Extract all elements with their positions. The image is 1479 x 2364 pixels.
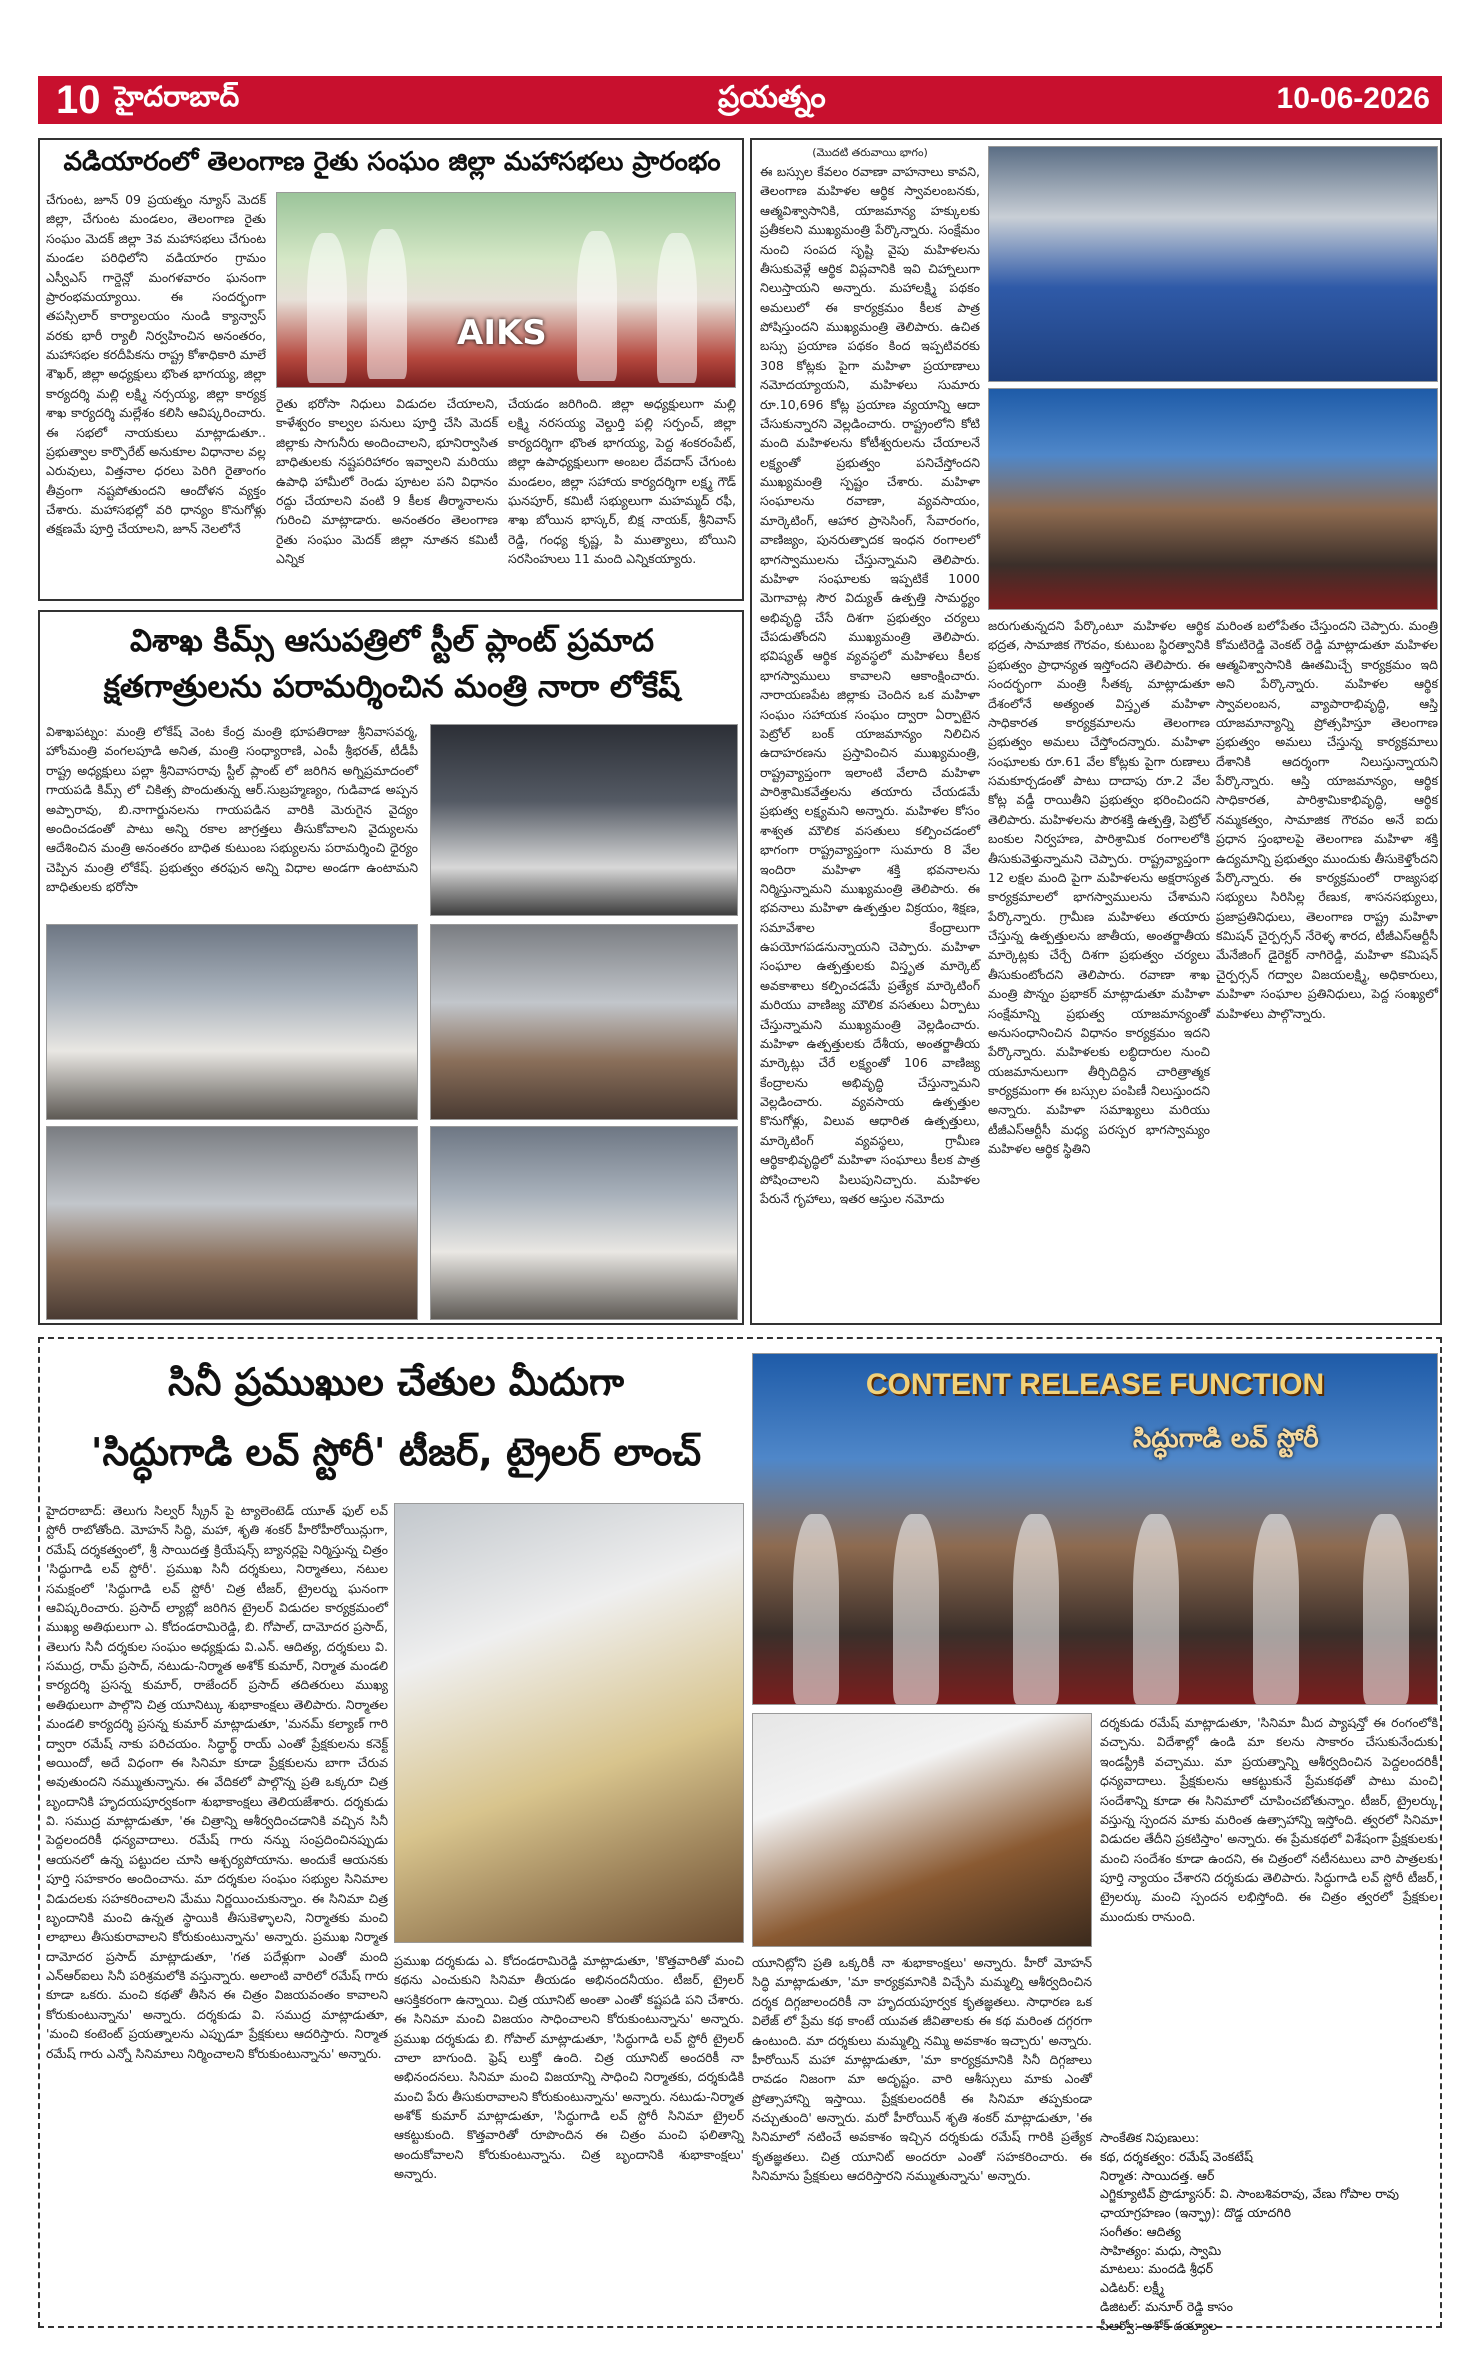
- credits-title: సాంకేతిక నిపుణులు:: [1100, 2130, 1200, 2145]
- credit-line: సాహిత్యం: మధు, స్వామి: [1100, 2242, 1222, 2258]
- person-figure: [1253, 1514, 1299, 1704]
- page-number: 10: [56, 77, 101, 122]
- story-farmers-meeting: [38, 138, 744, 601]
- couple-photo: [752, 1713, 1092, 1947]
- credit-line: ఎడిటర్: లక్ష్మీ: [1100, 2280, 1165, 2295]
- person-figure: [893, 1514, 939, 1704]
- credit-line: మాటలు: మందడి శ్రీధర్: [1100, 2261, 1213, 2277]
- section-name: హైదరాబాద్: [114, 80, 240, 113]
- film-logo: సిద్ధుగాడి లవ్ స్టోరీ: [1133, 1424, 1319, 1454]
- event-banner: CONTENT RELEASE FUNCTION: [865, 1368, 1325, 1401]
- credit-line: నిర్మాత: సాయిదత్త. ఆర్: [1100, 2167, 1215, 2183]
- hospital-photo-2: [46, 924, 418, 1120]
- hospital-photo-5: [430, 1126, 738, 1320]
- story1-body-col1: చేగుంట, జూన్ 09 ప్రయత్నం న్యూస్ మెదక్ జిల్లా, చేగుంట మండలం, తెలంగాణ రైతు సంఘం మెదక్ జిల్లా 3వ మహాసభలు చేగుంట మండల పరిధిలోని వడియారం గ్రామం ఎస్వీఎస్ గార్డెన్లో మంగళవారం ఘనంగా ప్రారంభమయ్యాయి. ఈ సందర్భంగా తపస్సిలార్ కార్యాలయం నుండి క్యాన్వాస్ వరకు భారీ ర్యాలీ నిర్వహించిన అనంతరం, మహాసభల కరదీపికను రాష్ట్ర కోశాధికారి మాలే శౌఖర్, జిల్లా అధ్యక్షులు భొంత భాగయ్య, జిల్లా కార్యదర్శి మల్లి లక్ష్మి నర్సయ్య, జిల్లా కార్యక్ర శాఖ కార్యదర్శి మల్లేశం కలిసి ఆవిష్కరించారు. ఈ సభలో నాయకులు మాట్లాడుతూ.. ప్రభుత్వాల కార్పొరేట్ అనుకూల విధానాల వల్ల ఎరువులు, విత్తనాల ధరలు పెరిగి రైతాంగం తీవ్రంగా నష్టపోతుందని ఆందోళన వ్యక్తం చేశారు. మహాసభల్లో వరి ధాన్యం కొనుగోళ్లు తక్షణమే పూర్తి చేయాలని, జూన్ నెలలోనే: [46, 192, 266, 537]
- meeting-banner-label: AIKS: [457, 313, 547, 353]
- hospital-photo-1: [430, 724, 738, 916]
- credit-line: సంగీతం: ఆదిత్య: [1100, 2223, 1181, 2239]
- story2-body: విశాఖపట్నం: మంత్రి లోకేష్ వెంట కేంద్ర మంత్రి భూపతిరాజు శ్రీనివాసవర్మ, హోంమంత్రి వంగలపూడి అనిత, మంత్రి సంధ్యారాణి, ఎంపీ శ్రీభరత్, టీడీపీ రాష్ట్ర అధ్యక్షులు పల్లా శ్రీనివాసరావు స్టీల్ ప్లాంట్ లో జరిగిన అగ్నిప్రమాదంలో గాయపడి కిమ్స్ లో చికిత్స పొందుతున్న ఆర్.సుబ్రహ్మణ్యం, గుడివాడ అప్పన అప్పారావు, బి.నాగార్జునలను గాయపడిన వారికి మెరుగైన వైద్యం అందించడంతో పాటు అన్ని రకాల జాగ్రత్తలు తీసుకోవాలని వైద్యులను ఆదేశించిన మంత్రి అనంతరం బాధిత కుటుంబ సభ్యులను పరామర్శించి ధైర్యం చెప్పిన మంత్రి లోకేష్. ప్రభుత్వం తరఫున అన్ని విధాల అండగా ఉంటామని బాధితులకు భరోసా: [46, 724, 418, 894]
- story4-body-col1: హైదరాబాద్: తెలుగు సిల్వర్ స్క్రీన్ పై ట్యాలెంటెడ్ యూత్ ఫుల్ లవ్ స్టోరీ రాబోతోంది. మోహన్ సిద్ధి, మహా, శృతి శంకర్ హీరోహీరోయిన్లుగా, రమేష్ దర్శకత్వంలో, శ్రీ సాయిదత్త క్రియేషన్స్ బ్యానర్లపై నిర్మిస్తున్న చిత్రం 'సిద్ధుగాడి లవ్ స్టోరీ'. ప్రముఖ సినీ దర్శకులు, నిర్మాతలు, నటుల సమక్షంలో 'సిద్ధుగాడి లవ్ స్టోరీ' చిత్ర టీజర్, ట్రైలర్ను ఘనంగా ఆవిష్కరించారు. ప్రసాద్ ల్యాబ్లో జరిగిన ట్రైలర్ విడుదల కార్యక్రమంలో ముఖ్య అతిథులుగా ఎ. కోదండరామిరెడ్డి, బి. గోపాల్, దామోదర ప్రసాద్, తెలుగు సినీ దర్శకుల సంఘం అధ్యక్షుడు వి.ఎన్. ఆదిత్య, దర్శకులు వి. సముద్ర, రామ్ ప్రసాద్, నటుడు-నిర్మాత అశోక్ కుమార్, నిర్మాత మండలి కార్యదర్శి ప్రసన్న కుమార్, రాజేందర్ ప్రసాద్ తదితరులు ముఖ్య అతిథులుగా పాల్గొని చిత్ర యూనిట్కు శుభాకాంక్షలు తెలిపారు. నిర్మాతల మండలి కార్యదర్శి ప్రసన్న కుమార్ మాట్లాడుతూ, 'మనమ్ కల్యాణ్ గారి ద్వారా రమేష్ నాకు పరిచయం. సిద్ధార్థ్ రాయ్ ఎంతో ప్రేక్షకులను కనెక్ట్ అయిందో, అదే విధంగా ఈ సినిమా కూడా ప్రేక్షకులను బాగా చేరువ అవుతుందని నమ్ముతున్నాను. ఈ వేదికలో పాల్గొన్న ప్రతి ఒక్కరూ చిత్ర బృందానికి హృదయపూర్వకంగా శుభాకాంక్షలు తెలియజేశారు. దర్శకుడు వి. సముద్ర మాట్లాడుతూ, 'ఈ చిత్రాన్ని ఆశీర్వదించడానికి వచ్చిన సినీ పెద్దలందరికీ ధన్యవాదాలు. రమేష్ గారు నన్ను సంప్రదించినప్పుడు ఆయనలో ఉన్న పట్టుదల చూసి ఆశ్చర్యపోయాను. అందుకే ఆయనకు పూర్తి సహకారం అందించాను. మా దర్శకుల సంఘం సభ్యుల సినిమాల విడుదలకు సహకరించాలని మేము నిర్ణయించుకున్నాం. ఈ సినిమా చిత్ర బృందానికి మంచి ఉన్నత స్థాయికి తీసుకెళ్ళాలని, నిర్మాతకు మంచి లాభాలు తీసుకురావాలని కోరుకుంటున్నాను' అన్నారు. ప్రముఖ నిర్మాత దామోదర ప్రసాద్ మాట్లాడుతూ, 'గత పదేళ్లుగా ఎంతో మంది ఎన్ఆర్ఐలు సినీ పరిశ్రమలోకి వస్తున్నారు. అలాంటి వారిలో రమేష్ గారు కూడా ఒకరు. మంచి కథతో తీసిన ఈ చిత్రం విజయవంతం కావాలని కోరుకుంటున్నాను' అన్నారు. దర్శకుడు వి. సముద్ర మాట్లాడుతూ, 'మంచి కంటెంట్ ప్రయత్నాలను ఎప్పుడూ ప్రేక్షకులు ఆదరిస్తారు. నిర్మాత రమేష్ గారు ఎన్నో సినిమాలు నిర్మించాలని కోరుకుంటున్నాను' అన్నారు.: [46, 1503, 388, 2061]
- continued-label: (మొదటి తరువాయి భాగం): [812, 146, 928, 159]
- credit-line: డిజిటల్: మనూర్ రెడ్డి కాసం: [1100, 2298, 1234, 2314]
- story1-headline[interactable]: వడియారంలో తెలంగాణ రైతు సంఘం జిల్లా మహాసభలు ప్రారంభం: [63, 147, 721, 177]
- person-figure: [1133, 1514, 1179, 1704]
- person-figure: [367, 229, 407, 379]
- story1-body-col2: రైతు భరోసా నిధులు విడుదల చేయాలని, కాళేశ్వరం కాల్వల పనులు పూర్తి చేసి మెదక్ జిల్లాకు సాగునీరు అందించాలని, భూనిర్వాసిత బాధితులకు నష్టపరిహారం ఇవ్వాలని మరియు ఉపాధి హామీలో రెండు పూటల పని విధానం రద్దు చేయాలని వంటి 9 కీలక తీర్మానాలను గురించి మాట్లాడారు. అనంతరం తెలంగాణ రైతు సంఘం మెదక్ జిల్లా నూతన కమిటీ ఎన్నిక: [276, 396, 498, 566]
- bus-interior-photo: [988, 388, 1438, 610]
- person-figure: [1013, 1514, 1059, 1704]
- credit-line: ఎగ్జిక్యూటివ్ ప్రొడ్యూసర్: వి. సాంబశివరావు, వేణు గోపాల రావు: [1100, 2186, 1400, 2202]
- story4-body-col2: ప్రముఖ దర్శకుడు ఎ. కోదండరామిరెడ్డి మాట్లాడుతూ, 'కొత్తవారితో మంచి కథను ఎంచుకుని సినిమా తీయడం అభినందనీయం. టీజర్, ట్రైలర్ ఆసక్తికరంగా ఉన్నాయి. చిత్ర యూనిట్ అంతా ఎంతో కష్టపడి పని చేశారు. ఈ సినిమా మంచి విజయం సాధించాలని కోరుకుంటున్నాను' అన్నారు. ప్రముఖ దర్శకుడు బి. గోపాల్ మాట్లాడుతూ, 'సిద్ధుగాడి లవ్ స్టోరీ ట్రైలర్ చాలా బాగుంది. ఫ్రెష్ లుక్తో ఉంది. చిత్ర యూనిట్ అందరికీ నా అభినందనలు. సినిమా మంచి విజయాన్ని సాధించి నిర్మాతకు, దర్శకుడికి మంచి పేరు తీసుకురావాలని కోరుకుంటున్నాను' అన్నారు. నటుడు-నిర్మాత అశోక్ కుమార్ మాట్లాడుతూ, 'సిద్ధుగాడి లవ్ స్టోరీ సినిమా ట్రైలర్ ఆకట్టుకుంది. కొత్తవారితో రూపొందిన ఈ చిత్రం మంచి ఫలితాన్ని అందుకోవాలని కోరుకుంటున్నాను. చిత్ర బృందానికి శుభాకాంక్షలు' అన్నారు.: [394, 1953, 744, 2182]
- story1-body-col3: చేయడం జరిగింది. జిల్లా అధ్యక్షులుగా మల్లి లక్ష్మి నరసయ్య వెల్దుర్తి పల్లి సర్పంచ్, జిల్లా కార్యదర్శిగా భొంత భాగయ్య, పెద్ద శంకరంపేట్, జిల్లా ఉపాధ్యక్షులుగా అంబల దేవదాస్ చేగుంట మండలం, జిల్లా సహాయ కార్యదర్శిగా లక్ష్మ గౌడ్ ఘనపూర్, కమిటీ సభ్యులుగా మహమ్మద్ రఫీ, శాఖ బోయిన భాస్కర్, బిక్ష నాయక్, శ్రీనివాస్ రెడ్డి, గంధ్య కృష్ణ, పి ముత్యాలు, బోయిని సరసింహులు 11 మంది ఎన్నికయ్యారు.: [508, 396, 736, 566]
- story2-headline-line1[interactable]: విశాఖ కిమ్స్ ఆసుపత్రిలో స్టీల్ ప్లాంట్ ప్రమాద: [129, 623, 655, 659]
- lead-pair-photo: [394, 1503, 744, 1943]
- person-figure: [577, 231, 617, 381]
- story2-headline-line2[interactable]: క్షతగాత్రులను పరామర్శించిన మంత్రి నారా లోకేష్: [103, 669, 681, 705]
- person-figure: [793, 1514, 839, 1704]
- story-steel-plant: [38, 610, 744, 1325]
- person-figure: [657, 233, 697, 383]
- story4-body-col3: యూనిట్లోని ప్రతి ఒక్కరికీ నా శుభాకాంక్షలు' అన్నారు. హీరో మోహన్ సిద్ధి మాట్లాడుతూ, 'మా కార్యక్రమానికి విచ్చేసి మమ్మల్ని ఆశీర్వదించిన దర్శక దిగ్గజాలందరికీ నా హృదయపూర్వక కృతజ్ఞతలు. సాధారణ ఒక విలేజ్ లో ప్రేమ కథ కాంటే యువత జీవితాలకు ఈ కథ మరింత దగ్గరగా ఉంటుంది. మా దర్శకులు మమ్మల్ని నమ్మి అవకాశం ఇచ్చారు' అన్నారు. హీరోయిన్ మహా మాట్లాడుతూ, 'మా కార్యక్రమానికి సినీ దిగ్గజాలు రావడం నిజంగా మా అదృష్టం. వారి ఆశీస్సులు మాకు ఎంతో ప్రోత్సాహాన్ని ఇస్తాయి. ప్రేక్షకులందరికీ ఈ సినిమా తప్పకుండా నచ్చుతుంది' అన్నారు. మరో హీరోయిన్ శృతి శంకర్ మాట్లాడుతూ, 'ఈ సినిమాలో నటించే అవకాశం ఇచ్చిన దర్శకుడు రమేష్ గారికి ప్రత్యేక కృతజ్ఞతలు. చిత్ర యూనిట్ అందరూ ఎంతో సహకరించారు. ఈ సినిమాను ప్రేక్షకులు ఆదరిస్తారని నమ్ముతున్నాను' అన్నారు.: [752, 1955, 1092, 2184]
- meeting-photo: [276, 192, 736, 388]
- person-figure: [307, 233, 347, 383]
- story4-headline-line2[interactable]: 'సిద్ధుగాడి లవ్ స్టోరీ' టీజర్, ట్రైలర్ లాంచ్: [90, 1430, 702, 1474]
- hospital-photo-4: [46, 1126, 418, 1320]
- hospital-photo-3: [430, 924, 738, 1120]
- story3-body-col1: ఈ బస్సుల కేవలం రవాణా వాహనాలు కావని, తెలంగాణ మహిళల ఆర్థిక స్వావలంబనకు, ఆత్మవిశ్వాసానికి, యాజమాన్య హక్కులకు ప్రతీకలని ముఖ్యమంత్రి పేర్కొన్నారు. సంక్షేమం నుంచి సంపద సృష్టి వైపు మహిళలను తీసుకువెళ్లే ఆర్థిక విప్లవానికి ఇవి చిహ్నాలుగా నిలుస్తాయని అన్నారు. మహాలక్ష్మి పథకం అమలులో ఈ కార్యక్రమం కీలక పాత్ర పోషిస్తుందని ముఖ్యమంత్రి తెలిపారు. ఉచిత బస్సు ప్రయాణ పథకం కింద ఇప్పటివరకు 308 కోట్లకు పైగా మహిళా ప్రయాణాలు నమోదయ్యాయని, మహిళలు సుమారు రూ.10,696 కోట్ల ప్రయాణ వ్యయాన్ని ఆదా చేసుకున్నారని వెల్లడించారు. రాష్ట్రంలోని కోటి మంది మహిళలను కోటీశ్వరులను చేయాలనే లక్ష్యంతో ప్రభుత్వం పనిచేస్తోందని ముఖ్యమంత్రి స్పష్టం చేశారు. మహిళా సంఘాలను రవాణా, వ్యవసాయం, మార్కెటింగ్, ఆహార ప్రాసెసింగ్, సేవారంగం, వాణిజ్యం, పునరుత్పాదక ఇంధన రంగాలలో భాగస్వాములను చేస్తున్నామని తెలిపారు. మహిళా సంఘాలకు ఇప్పటికే 1000 మెగావాట్ల సౌర విద్యుత్ ఉత్పత్తి సామర్థ్యం అభివృద్ధి చేసే దిశగా ప్రభుత్వం చర్యలు చేపడుతోందని ముఖ్యమంత్రి తెలిపారు. భవిష్యత్ ఆర్థిక వ్యవస్థలో మహిళలు కీలక భాగస్వాములు కావాలని ఆకాంక్షించారు. నారాయణపేట జిల్లాకు చెందిన ఒక మహిళా సంఘం సహాయక సంఘం ద్వారా ఏర్పాటైన పెట్రోల్ బంక్ యాజమాన్యం నిలిచిన ఉదాహరణను ప్రస్తావించిన ముఖ్యమంత్రి, రాష్ట్రవ్యాప్తంగా ఇలాంటి వేలాది మహిళా పారిశ్రామికవేత్తలను తయారు చేయడమే ప్రభుత్వ లక్ష్యమని అన్నారు. మహిళల కోసం శాశ్వత మౌలిక వసతులు కల్పించడంలో భాగంగా రాష్ట్రవ్యాప్తంగా సుమారు 8 వేల ఇందిరా మహిళా శక్తి భవనాలను నిర్మిస్తున్నామని ముఖ్యమంత్రి తెలిపారు. ఈ భవనాలు మహిళా ఉత్పత్తుల విక్రయం, శిక్షణ, సమావేశాల కేంద్రాలుగా ఉపయోగపడనున్నాయని చెప్పారు. మహిళా సంఘాల ఉత్పత్తులకు విస్తృత మార్కెట్ అవకాశాలు కల్పించడమే ప్రత్యేక మార్కెటింగ్ మరియు వాణిజ్య మౌలిక వసతులు ఏర్పాటు చేస్తున్నామని ముఖ్యమంత్రి వెల్లడించారు. మహిళా ఉత్పత్తులకు దేశీయ, అంతర్జాతీయ మార్కెట్లు చేరే లక్ష్యంతో 106 వాణిజ్య కేంద్రాలను అభివృద్ధి చేస్తున్నామని వెల్లడించారు. వ్యవసాయ ఉత్పత్తుల కొనుగోళ్లు, విలువ ఆధారిత ఉత్పత్తులు, మార్కెటింగ్ వ్యవస్థలు, గ్రామీణ ఆర్థికాభివృద్ధిలో మహిళా సంఘాలు కీలక పాత్ర పోషించాలని పిలుపునిచ్చారు. మహిళల పేరునే గృహాలు, ఇతర ఆస్తుల నమోదు: [760, 164, 980, 1206]
- story4-body-col4: దర్శకుడు రమేష్ మాట్లాడుతూ, 'సినిమా మీద ప్యాషన్తో ఈ రంగంలోకి వచ్చాను. విదేశాల్లో ఉండి మా కలను సాకారం చేసుకునేందుకు ఇండస్ట్రీకి వచ్చాము. మా ప్రయత్నాన్ని ఆశీర్వదించిన పెద్దలందరికీ ధన్యవాదాలు. ప్రేక్షకులను ఆకట్టుకునే ప్రేమకథతో పాటు మంచి సందేశాన్ని కూడా ఈ సినిమాలో చూపించబోతున్నాం. టీజర్, ట్రైలర్కు వస్తున్న స్పందన మాకు మరింత ఉత్సాహాన్ని ఇస్తోంది. త్వరలో సినిమా విడుదల తేదీని ప్రకటిస్తాం' అన్నారు. ఈ ప్రేమకథలో విశేషంగా ప్రేక్షకులకు మంచి సందేశం కూడా ఉందని, ఈ చిత్రంలో నటీనటులు వారి పాత్రలకు పూర్తి న్యాయం చేశారని దర్శకుడు తెలిపారు. సిద్ధుగాడి లవ్ స్టోరీ టీజర్, ట్రైలర్కు మంచి స్పందన లభిస్తోంది. ఈ చిత్రం త్వరలో ప్రేక్షకుల ముందుకు రానుంది.: [1100, 1715, 1438, 1924]
- masthead: ప్రయత్నం: [718, 80, 826, 115]
- issue-date: 10-06-2026: [1276, 82, 1430, 115]
- story-film-launch: [38, 1337, 1442, 2333]
- story3-body-col3: మరింత బలోపేతం చేస్తుందని చెప్పారు. మంత్రి కోమటిరెడ్డి వెంకట్ రెడ్డి మాట్లాడుతూ మహిళల ఆత్మవిశ్వాసానికి ఊతమిచ్చే కార్యక్రమం ఇది అని పేర్కొన్నారు. మహిళల ఆర్థిక స్వావలంబన, వ్యాపారాభివృద్ధి, ఆస్తి యాజమాన్యాన్ని ప్రోత్సహిస్తూ తెలంగాణ ప్రభుత్వం అమలు చేస్తున్న కార్యక్రమాలు దేశానికి ఆదర్శంగా నిలుస్తున్నాయని పేర్కొన్నారు. ఆస్తి యాజమాన్యం, ఆర్థిక సాధికారత, పారిశ్రామికాభివృద్ధి, ఆర్థిక నమ్మకత్వం, సామాజిక గౌరవం అనే ఐదు ప్రధాన స్తంభాలపై తెలంగాణ మహిళా శక్తి ఉద్యమాన్ని ప్రభుత్వం ముందుకు తీసుకెళ్తోందని పేర్కొన్నారు. ఈ కార్యక్రమంలో రాజ్యసభ సభ్యులు సిరిసిల్ల రేణుక, శాసనసభ్యులు, ప్రజాప్రతినిధులు, తెలంగాణ రాష్ట్ర మహిళా కమిషన్ చైర్పర్సన్ నేరెళ్ళ శారద, టీజీఎస్ఆర్టీసీ మేనేజింగ్ డైరెక్టర్ నాగిరెడ్డి, మహిళా కమిషన్ చైర్పర్సన్ గద్వాల విజయలక్ష్మి, అధికారులు, మహిళా సంఘాల ప్రతినిధులు, పెద్ద సంఖ్యలో మహిళలు పాల్గొన్నారు.: [1216, 618, 1438, 1021]
- release-event-photo: [752, 1353, 1438, 1705]
- person-figure: [1363, 1514, 1409, 1704]
- credit-line: పీఆర్వో: అశోక్ దయ్యాల: [1100, 2317, 1218, 2333]
- credits-block: [1100, 2129, 1438, 2333]
- credit-line: ఛాయాగ్రహణం (ఇన్ఫ్రా): దొడ్డ యాదగిరి: [1100, 2205, 1291, 2220]
- page-header: [38, 76, 1442, 124]
- bus-handover-photo: [988, 146, 1438, 382]
- story4-headline-line1[interactable]: సినీ ప్రముఖుల చేతుల మీదుగా: [168, 1360, 624, 1404]
- story-women-buses: [750, 138, 1442, 1325]
- credit-line: కథ, దర్శకత్వం: రమేష్ వెంకటేష్: [1100, 2148, 1253, 2164]
- story3-body-col2: జరుగుతున్నదని పేర్కొంటూ మహిళల ఆర్థిక భద్రత, సామాజిక గౌరవం, కుటుంబ స్థిరత్వానికి ప్రభుత్వం ప్రాధాన్యత ఇస్తోందని తెలిపారు. ఈ సందర్భంగా మంత్రి సీతక్క మాట్లాడుతూ దేశంలోనే అత్యంత విస్తృత మహిళా సాధికారత కార్యక్రమాలను తెలంగాణ ప్రభుత్వం అమలు చేస్తోందన్నారు. మహిళా సంఘాలకు రూ.61 వేల కోట్లకు పైగా రుణాలు సమకూర్చడంతో పాటు దాదాపు రూ.2 వేల కోట్ల వడ్డీ రాయితీని ప్రభుత్వం భరించిందని తెలిపారు. మహిళలను పౌరశక్తి ఉత్పత్తి, పెట్రోల్ బంకుల నిర్వహణ, పారిశ్రామిక రంగాలలోకి తీసుకువెళ్తున్నామని చెప్పారు. రాష్ట్రవ్యాప్తంగా 12 లక్షల మంది పైగా మహిళలను అక్షరాస్యత కార్యక్రమాలలో భాగస్వాములను చేశామని పేర్కొన్నారు. గ్రామీణ మహిళలు తయారు చేస్తున్న ఉత్పత్తులను జాతీయ, అంతర్జాతీయ మార్కెట్లకు చేర్చే దిశగా ప్రభుత్వం చర్యలు తీసుకుంటోందని తెలిపారు. రవాణా శాఖ మంత్రి పొన్నం ప్రభాకర్ మాట్లాడుతూ మహిళా సంక్షేమాన్ని ప్రభుత్వ యాజమాన్యంతో అనుసంధానించిన విధానం కార్యక్రమం ఇదని పేర్కొన్నారు. మహిళలకు లబ్ధిదారుల నుంచి యజమానులుగా తీర్చిదిద్దిన చారిత్రాత్మక కార్యక్రమంగా ఈ బస్సుల పంపిణీ నిలుస్తుందని అన్నారు. మహిళా సమాఖ్యలు మరియు టీజీఎస్ఆర్టీసీ మధ్య పరస్పర భాగస్వామ్యం మహిళల ఆర్థిక స్థితిని: [988, 618, 1210, 1157]
